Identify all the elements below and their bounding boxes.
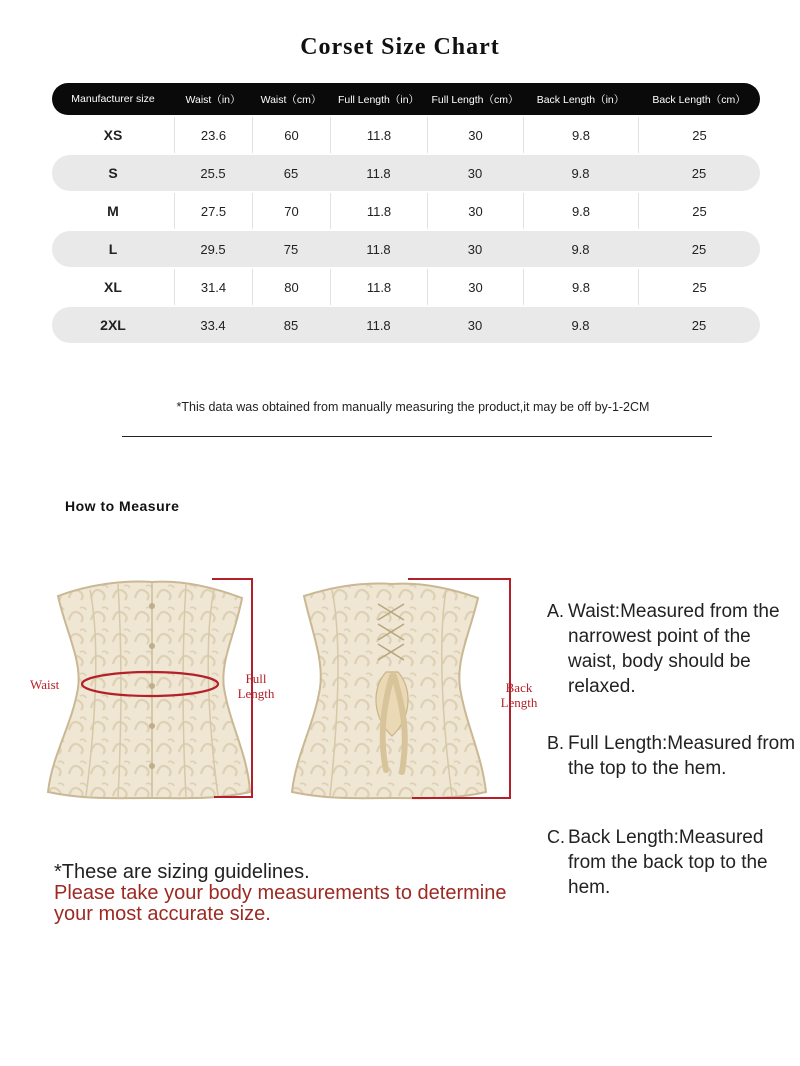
header-back-length-cm: Back Length（cm） xyxy=(652,93,746,106)
header-waist-in: Waist（in） xyxy=(185,93,241,106)
back-length-label xyxy=(494,680,544,710)
header-full-length-cm: Full Length（cm） xyxy=(431,93,519,106)
full-length-label-line1: Full xyxy=(245,671,267,686)
cell-full-length-in: 11.8 xyxy=(366,165,391,181)
cell-full-length-cm: 30 xyxy=(427,117,523,153)
cell-waist-cm: 65 xyxy=(283,165,299,181)
front-corset xyxy=(48,579,252,798)
cell-back-length-in: 9.8 xyxy=(523,117,638,153)
measurement-note: *This data was obtained from manually measuring the product,it may be off by-1-2CM xyxy=(176,400,650,414)
table-header xyxy=(52,83,760,115)
measurement-figure xyxy=(0,560,560,820)
full-length-label-line2: Length xyxy=(237,686,275,701)
cell-back-length-in: 9.8 xyxy=(571,317,590,333)
divider xyxy=(122,436,712,437)
chart-title: Corset Size Chart xyxy=(300,34,500,60)
cell-waist-cm: 70 xyxy=(252,193,330,229)
cell-full-length-cm: 30 xyxy=(467,241,483,257)
table-row xyxy=(52,307,760,343)
guidelines-line2: Please take your body measurements to determine your most accurate size. xyxy=(54,882,507,925)
size-table xyxy=(52,83,760,343)
cell-back-length-cm: 25 xyxy=(691,317,707,333)
cell-manufacturer-size: L xyxy=(108,241,118,257)
cell-waist-in: 25.5 xyxy=(200,165,226,181)
cell-back-length-cm: 25 xyxy=(691,165,707,181)
instruction-back-length xyxy=(547,825,797,900)
cell-back-length-cm: 25 xyxy=(691,241,707,257)
cell-back-length-in: 9.8 xyxy=(523,193,638,229)
cell-waist-in: 31.4 xyxy=(174,269,252,305)
cell-full-length-cm: 30 xyxy=(467,317,483,333)
cell-back-length-cm: 25 xyxy=(638,117,760,153)
instruction-text: Back Length:Measured from the back top to the hem. xyxy=(568,827,768,898)
instruction-text: Waist:Measured from the narrowest point of the waist, body should be relaxed. xyxy=(568,601,780,697)
back-length-label-line1: Back xyxy=(505,680,533,695)
table-row xyxy=(52,231,760,267)
table-row xyxy=(52,269,760,305)
how-to-measure-heading: How to Measure xyxy=(65,498,180,514)
header-full-length-in: Full Length（in） xyxy=(337,93,420,106)
table-row xyxy=(52,155,760,191)
cell-back-length-in: 9.8 xyxy=(571,241,590,257)
full-length-label xyxy=(232,671,280,701)
instruction-letter: C. xyxy=(547,827,565,847)
cell-waist-in: 27.5 xyxy=(174,193,252,229)
cell-waist-cm: 75 xyxy=(283,241,299,257)
cell-back-length-in: 9.8 xyxy=(571,165,590,181)
cell-full-length-in: 11.8 xyxy=(366,317,391,333)
cell-back-length-in: 9.8 xyxy=(523,269,638,305)
cell-full-length-cm: 30 xyxy=(427,269,523,305)
cell-full-length-in: 11.8 xyxy=(330,193,427,229)
cell-waist-cm: 80 xyxy=(252,269,330,305)
cell-manufacturer-size: M xyxy=(107,203,119,219)
table-body xyxy=(52,117,760,343)
cell-manufacturer-size: S xyxy=(108,165,118,181)
header-back-length-in: Back Length（in） xyxy=(536,93,625,106)
cell-manufacturer-size: 2XL xyxy=(100,317,126,333)
back-corset xyxy=(292,579,510,798)
waist-label: Waist xyxy=(30,677,60,692)
instruction-full-length xyxy=(547,731,797,781)
table-row xyxy=(52,193,760,229)
cell-waist-in: 23.6 xyxy=(174,117,252,153)
instruction-letter: B. xyxy=(547,733,565,753)
back-length-label-line2: Length xyxy=(500,695,538,710)
cell-full-length-in: 11.8 xyxy=(366,241,391,257)
instruction-waist xyxy=(547,599,797,699)
guidelines-line1: *These are sizing guidelines. xyxy=(54,861,310,883)
cell-manufacturer-size: XL xyxy=(104,279,122,295)
header-waist-cm: Waist（cm） xyxy=(260,93,322,106)
cell-full-length-cm: 30 xyxy=(427,193,523,229)
cell-back-length-cm: 25 xyxy=(638,193,760,229)
cell-full-length-in: 11.8 xyxy=(330,269,427,305)
instruction-letter: A. xyxy=(547,601,565,621)
cell-waist-in: 29.5 xyxy=(200,241,226,257)
instruction-text: Full Length:Measured from the top to the hem. xyxy=(568,733,796,779)
cell-waist-cm: 60 xyxy=(252,117,330,153)
cell-full-length-in: 11.8 xyxy=(330,117,427,153)
cell-full-length-cm: 30 xyxy=(467,165,483,181)
corset-illustration xyxy=(0,560,560,820)
cell-back-length-cm: 25 xyxy=(638,269,760,305)
table-row xyxy=(52,117,760,153)
cell-waist-in: 33.4 xyxy=(200,317,226,333)
header-manufacturer-size: Manufacturer size xyxy=(71,93,155,105)
cell-waist-cm: 85 xyxy=(283,317,299,333)
cell-manufacturer-size: XS xyxy=(103,127,123,143)
sizing-guidelines xyxy=(54,862,534,925)
